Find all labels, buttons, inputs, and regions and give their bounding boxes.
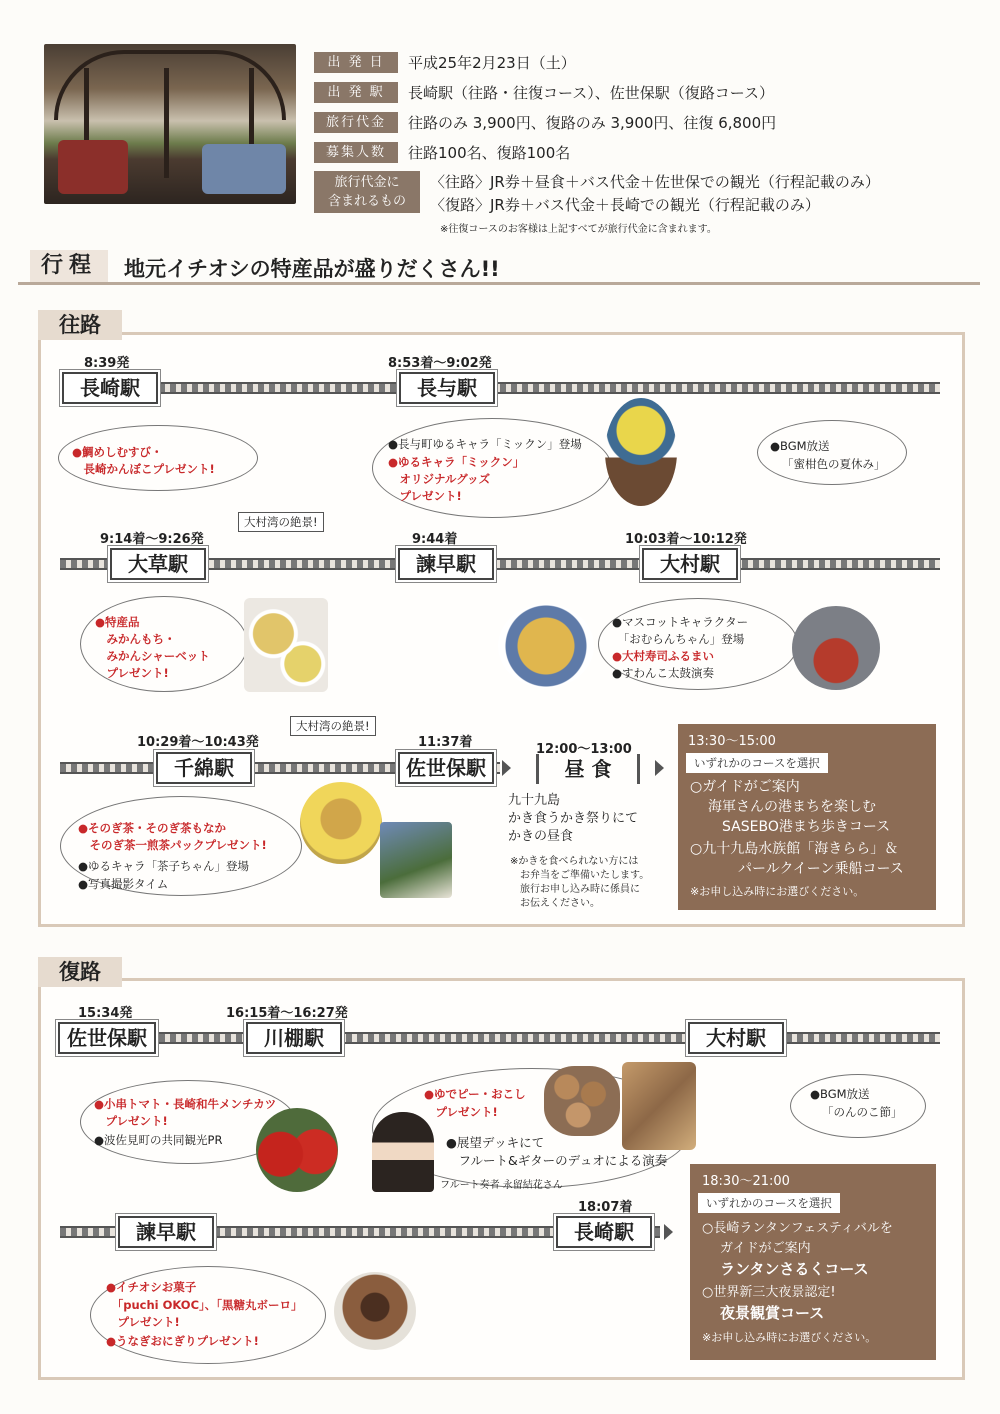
- course-ret-a2: ガイドがご案内: [720, 1241, 811, 1256]
- capacity-value: 往路100名、復路100名: [408, 144, 571, 162]
- station-value: 長崎駅（往路・往復コース）、佐世保駅（復路コース）: [408, 84, 775, 102]
- train-interior-photo: [44, 44, 296, 204]
- view-callout-1: 大村湾の絶景!: [238, 512, 324, 532]
- event-peanut-3: ●展望デッキにて: [446, 1135, 545, 1150]
- course-ret-time: 18:30～21:00: [702, 1174, 790, 1189]
- course-box-ret: [690, 1164, 936, 1360]
- course-out-note: ※お申し込み時にお選びください。: [690, 885, 865, 898]
- event-omura-2: 「おむらんちゃん」登場: [612, 632, 745, 646]
- course-out-pill: いずれかのコースを選択: [686, 753, 828, 773]
- outbound-tag: 往路: [38, 310, 122, 340]
- chako-chan-image: [300, 782, 382, 864]
- lunch-time: 12:00～13:00: [536, 742, 632, 757]
- course-ret-b2: 夜景観賞コース: [720, 1304, 825, 1322]
- course-out-a2: 海軍さんの港まちを楽しむ: [708, 799, 876, 815]
- includes-label: 旅行代金に 含まれるもの: [314, 171, 420, 213]
- event-okusa-3: みかんシャーベット: [95, 649, 210, 663]
- event-isahaya-2: 「puchi OKOC」、「黒糖丸ボーロ」: [106, 1298, 303, 1312]
- puchi-okoc-image: [334, 1272, 416, 1350]
- tomato-image: [256, 1108, 338, 1192]
- station-nagasaki-ret: 長崎駅: [556, 1216, 652, 1248]
- station-sonogi: 千綿駅: [156, 752, 252, 784]
- event-kawatana-2: プレゼント!: [94, 1114, 168, 1128]
- price-label: 旅行代金: [314, 112, 398, 133]
- event-peanut-2: プレゼント!: [424, 1105, 498, 1119]
- return-tag: 復路: [38, 957, 122, 987]
- course-out-time: 13:30～15:00: [688, 734, 776, 749]
- lunch-note-4: お伝えください。: [520, 898, 600, 909]
- sonogi-tea-image: [380, 822, 452, 898]
- taiko-drum-image: [792, 606, 880, 690]
- event-okusa-2: みかんもち・: [95, 632, 176, 646]
- lunch-note-1: ※かきを食べられない方には: [510, 856, 639, 867]
- event-sonogi-2: そのぎ茶一煎茶パックプレゼント!: [78, 838, 267, 852]
- bgm-out-1: ●BGM放送: [770, 439, 830, 453]
- mikan-mochi-image: [244, 598, 328, 692]
- station-label: 出 発 駅: [314, 82, 398, 103]
- station-omura-out: 大村駅: [642, 548, 738, 580]
- includes-note: ※往復コースのお客様は上記すべてが旅行代金に含まれます。: [440, 224, 717, 235]
- station-nagayo: 長与駅: [399, 372, 495, 404]
- course-ret-a3: ランタンさるくコース: [720, 1260, 869, 1278]
- event-nagayo-2: ●ゆるキャラ「ミックン」: [388, 455, 525, 469]
- station-omura-ret: 大村駅: [688, 1022, 784, 1054]
- station-isahaya-ret: 諫早駅: [118, 1216, 214, 1248]
- view-callout-2: 大村湾の絶景!: [290, 716, 376, 736]
- lunch-desc-3: かきの昼食: [508, 829, 574, 844]
- lunch-note-3: 旅行お申し込み時に係員に: [520, 884, 640, 895]
- arrow-to-lunch: [502, 760, 511, 776]
- event-kawatana-3: ●波佐見町の共同観光PR: [94, 1133, 223, 1147]
- event-nagayo-1: ●長与町ゆるキャラ「ミックン」登場: [388, 437, 582, 451]
- includes-return: 〈復路〉JR券＋バス代金＋長崎での観光（行程記載のみ）: [430, 196, 820, 214]
- time-sasebo-out: 11:37着: [418, 735, 473, 750]
- bgm-out-2: 「蜜柑色の夏休み」: [782, 457, 886, 471]
- course-ret-a1: ○長崎ランタンフェスティバルを: [702, 1221, 893, 1236]
- event-isahaya-1: ●イチオシお菓子: [106, 1280, 197, 1294]
- lunch-desc-1: 九十九島: [508, 793, 561, 808]
- track-out-1: [60, 382, 940, 394]
- station-kawatana: 川棚駅: [246, 1022, 342, 1054]
- station-sasebo-out: 佐世保駅: [398, 752, 494, 784]
- lunch-desc-2: かき食うかき祭りにて: [508, 811, 639, 826]
- event-omura-4: ●すわんこ太鼓演奏: [612, 666, 715, 680]
- station-nagasaki: 長崎駅: [62, 372, 158, 404]
- course-out-a3: SASEBO港まち歩きコース: [722, 819, 891, 835]
- course-ret-pill: いずれかのコースを選択: [698, 1193, 840, 1213]
- time-nagasaki-ret: 18:07着: [578, 1200, 633, 1215]
- course-out-b2: パールクイーン乗船コース: [738, 861, 904, 877]
- date-value: 平成25年2月23日（土）: [408, 54, 576, 72]
- time-okusa: 9:14着～9:26発: [100, 532, 204, 547]
- course-out-a1: ○ガイドがご案内: [690, 779, 800, 795]
- time-sasebo-ret: 15:34発: [78, 1006, 133, 1021]
- course-ret-b1: ○世界新三大夜景認定!: [702, 1285, 836, 1300]
- time-kawatana: 16:15着～16:27発: [226, 1006, 348, 1021]
- event-isahaya-4: ●うなぎおにぎりプレゼント!: [106, 1334, 259, 1348]
- peanut-image: [544, 1066, 620, 1136]
- arrow-to-course-out: [655, 760, 664, 776]
- mikkun-character-image: [605, 398, 677, 506]
- lunch-note-2: お弁当をご準備いたします。: [520, 870, 650, 881]
- time-omura-out: 10:03着～10:12発: [625, 532, 747, 547]
- event-sonogi-4: ●写真撮影タイム: [78, 877, 169, 891]
- event-omura-3: ●大村寿司ふるまい: [612, 649, 715, 663]
- section-tag: 行程: [30, 250, 108, 282]
- event-omura-1: ●マスコットキャラクター: [612, 615, 749, 629]
- event-nagasaki-1: ●鯛めしむすび・: [72, 445, 163, 459]
- station-sasebo-ret: 佐世保駅: [58, 1022, 156, 1054]
- event-nagayo-3: オリジナルグッズ: [388, 472, 491, 486]
- event-sonogi-3: ●ゆるキャラ「茶子ちゃん」登場: [78, 859, 250, 873]
- section-title: 地元イチオシの特産品が盛りだくさん!!: [124, 257, 500, 281]
- date-label: 出 発 日: [314, 52, 398, 73]
- time-nagasaki: 8:39発: [84, 356, 130, 371]
- price-value: 往路のみ 3,900円、復路のみ 3,900円、往復 6,800円: [408, 114, 777, 132]
- course-ret-note: ※お申し込み時にお選びください。: [702, 1331, 877, 1344]
- bgm-ret-1: ●BGM放送: [810, 1087, 870, 1101]
- omura-sushi-image: [498, 604, 594, 688]
- arrow-to-course-ret: [664, 1224, 673, 1240]
- bgm-ret-2: 「のんのこ節」: [822, 1105, 903, 1119]
- station-isahaya-out: 諫早駅: [398, 548, 494, 580]
- event-kawatana-1: ●小串トマト・長崎和牛メンチカツ: [94, 1097, 277, 1111]
- time-isahaya-out: 9:44着: [412, 532, 458, 547]
- course-out-b1: ○九十九島水族館「海きらら」＆: [690, 841, 899, 857]
- time-sonogi: 10:29着～10:43発: [137, 735, 259, 750]
- event-okusa-1: ●特産品: [95, 615, 140, 629]
- okoshi-image: [622, 1062, 696, 1150]
- event-peanut-4: フルート&ギターのデュオによる演奏: [446, 1153, 668, 1168]
- track-ret-1: [60, 1032, 940, 1044]
- course-box-out: [678, 724, 936, 910]
- event-peanut-1: ●ゆでピー・おこし: [424, 1087, 526, 1101]
- time-nagayo: 8:53着～9:02発: [388, 356, 492, 371]
- station-okusa: 大草駅: [110, 548, 206, 580]
- capacity-label: 募集人数: [314, 142, 398, 163]
- event-nagayo-4: プレゼント!: [388, 489, 462, 503]
- event-okusa-4: プレゼント!: [95, 666, 169, 680]
- includes-outbound: 〈往路〉JR券＋昼食＋バス代金＋佐世保での観光（行程記載のみ）: [430, 173, 880, 191]
- flutist-caption: フルート奏者 永留結花さん: [440, 1180, 563, 1191]
- flutist-photo: [372, 1112, 434, 1192]
- event-sonogi-1: ●そのぎ茶・そのぎ茶もなか: [78, 821, 227, 835]
- lunch-label: 昼 食: [536, 754, 640, 784]
- event-nagasaki-2: 長崎かんぼこプレゼント!: [72, 462, 215, 476]
- event-isahaya-3: プレゼント!: [106, 1315, 180, 1329]
